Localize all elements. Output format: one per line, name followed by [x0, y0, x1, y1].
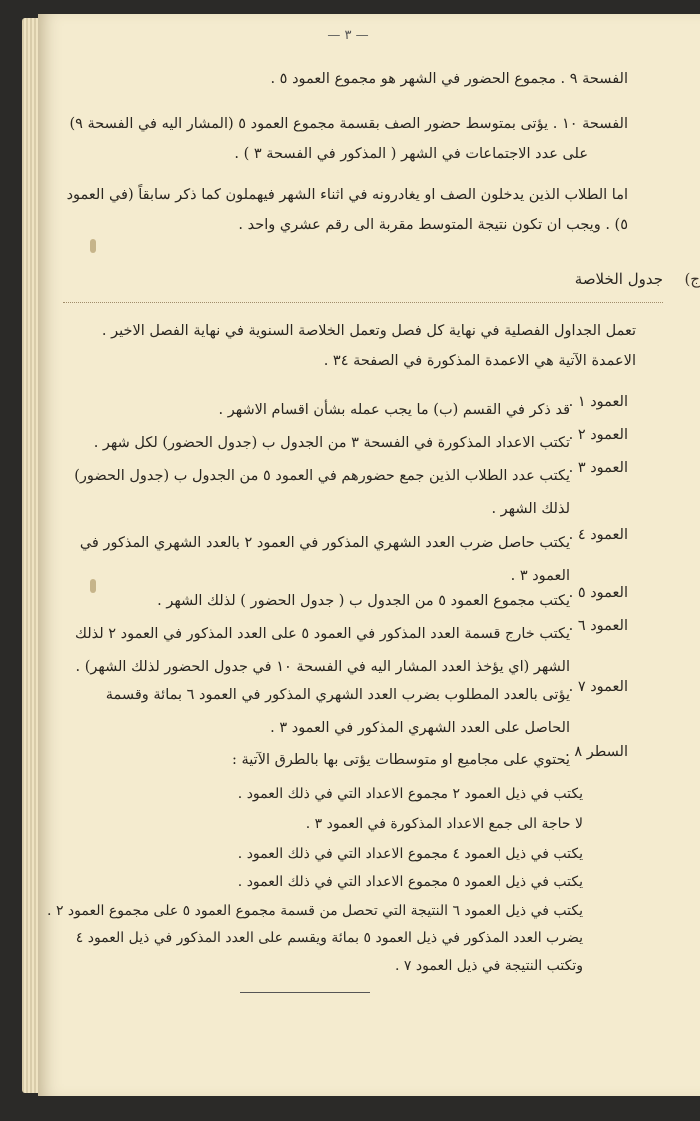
item-label: العمود ٢ . [568, 427, 628, 443]
paragraph-line: الفسحة ٩ . مجموع الحضور في الشهر هو مجموع العمود ٥ . [270, 71, 628, 87]
item-text: قد ذكر في القسم (ب) ما يجب عمله بشأن اقسام الاشهر . [218, 402, 570, 418]
list-item: يكتب في ذيل العمود ٤ مجموع الاعداد التي في ذلك العمود . [237, 846, 583, 862]
item-text: يكتب مجموع العمود ٥ من الجدول ب ( جدول الحضور ) لذلك الشهر . [157, 593, 570, 609]
item-text: يكتب عدد الطلاب الذين جمع حضورهم في العمود ٥ من الجدول ب (جدول الحضور) لذلك الشهر . [74, 468, 570, 517]
paragraph-line: اما الطلاب الذين يدخلون الصف او يغادرونه في اثناء الشهر فيهملون كما ذكر سابقاً (في العمود [66, 187, 628, 203]
document-page [38, 14, 700, 1096]
item-label: السطر ٨ . [565, 744, 628, 760]
paragraph-line: على عدد الاجتماعات في الشهر ( المذكور في الفسحة ٣ ) . [234, 146, 588, 162]
list-item: يكتب في ذيل العمود ٢ مجموع الاعداد التي في ذلك العمود . [237, 786, 583, 802]
item-label: العمود ٦ . [568, 618, 628, 634]
item-label: العمود ١ . [568, 394, 628, 410]
intro-line: الاعمدة الآتية هي الاعمدة المذكورة في الصفحة ٣٤ . [323, 353, 636, 369]
page-number: — ٣ — [327, 28, 369, 43]
item-text: يكتب حاصل ضرب العدد الشهري المذكور في العمود ٢ بالعدد الشهري المذكور في العمود ٣ . [79, 535, 570, 584]
intro-line: تعمل الجداول الفصلية في نهاية كل فصل وتعمل الخلاصة السنوية في نهاية الفصل الاخير . [101, 323, 636, 339]
paragraph-line: الفسحة ١٠ . يؤتى بمتوسط حضور الصف بقسمة مجموع العمود ٥ (المشار اليه في الفسحة ٩) [69, 116, 628, 132]
end-rule [240, 992, 370, 993]
item-text: يؤتى بالعدد المطلوب بضرب العدد الشهري المذكور في العمود ٦ بمائة وقسمة الحاصل على العدد الشهري المذكور في العمود ٣ . [105, 687, 570, 736]
item-text: يحتوي على مجاميع او متوسطات يؤتى بها بالطرق الآتية : [232, 752, 570, 768]
item-label: العمود ٤ . [568, 527, 628, 543]
section-title: جدول الخلاصة [574, 270, 663, 288]
list-item: يكتب في ذيل العمود ٦ النتيجة التي تحصل من قسمة مجموع العمود ٥ على مجموع العمود ٢ . [47, 903, 583, 919]
list-item: لا حاجة الى جمع الاعداد المذكورة في العمود ٣ . [305, 816, 583, 832]
section-divider [63, 302, 663, 303]
item-label: العمود ٧ . [568, 679, 628, 695]
page-content [47, 14, 700, 1096]
item-text: تكتب الاعداد المذكورة في الفسحة ٣ من الجدول ب (جدول الحضور) لكل شهر . [93, 435, 570, 451]
item-text: يكتب خارج قسمة العدد المذكور في العمود ٥ على العدد المذكور في العمود ٢ لذلك الشهر (اي يؤخذ العدد المشار اليه في الفسحة ١٠ في جدول الحضور لذلك الشهر) . [74, 626, 570, 675]
paragraph-line: ٥) . ويجب ان تكون نتيجة المتوسط مقربة الى رقم عشري واحد . [238, 217, 628, 233]
item-label: العمود ٣ . [568, 460, 628, 476]
item-label: العمود ٥ . [568, 585, 628, 601]
section-marker: ج) [684, 270, 700, 288]
list-item: يضرب العدد المذكور في ذيل العمود ٥ بمائة ويقسم على العدد المذكور في ذيل العمود ٤ [75, 930, 583, 946]
list-item: يكتب في ذيل العمود ٥ مجموع الاعداد التي في ذلك العمود . [237, 874, 583, 890]
list-item: وتكتب النتيجة في ذيل العمود ٧ . [395, 958, 583, 974]
